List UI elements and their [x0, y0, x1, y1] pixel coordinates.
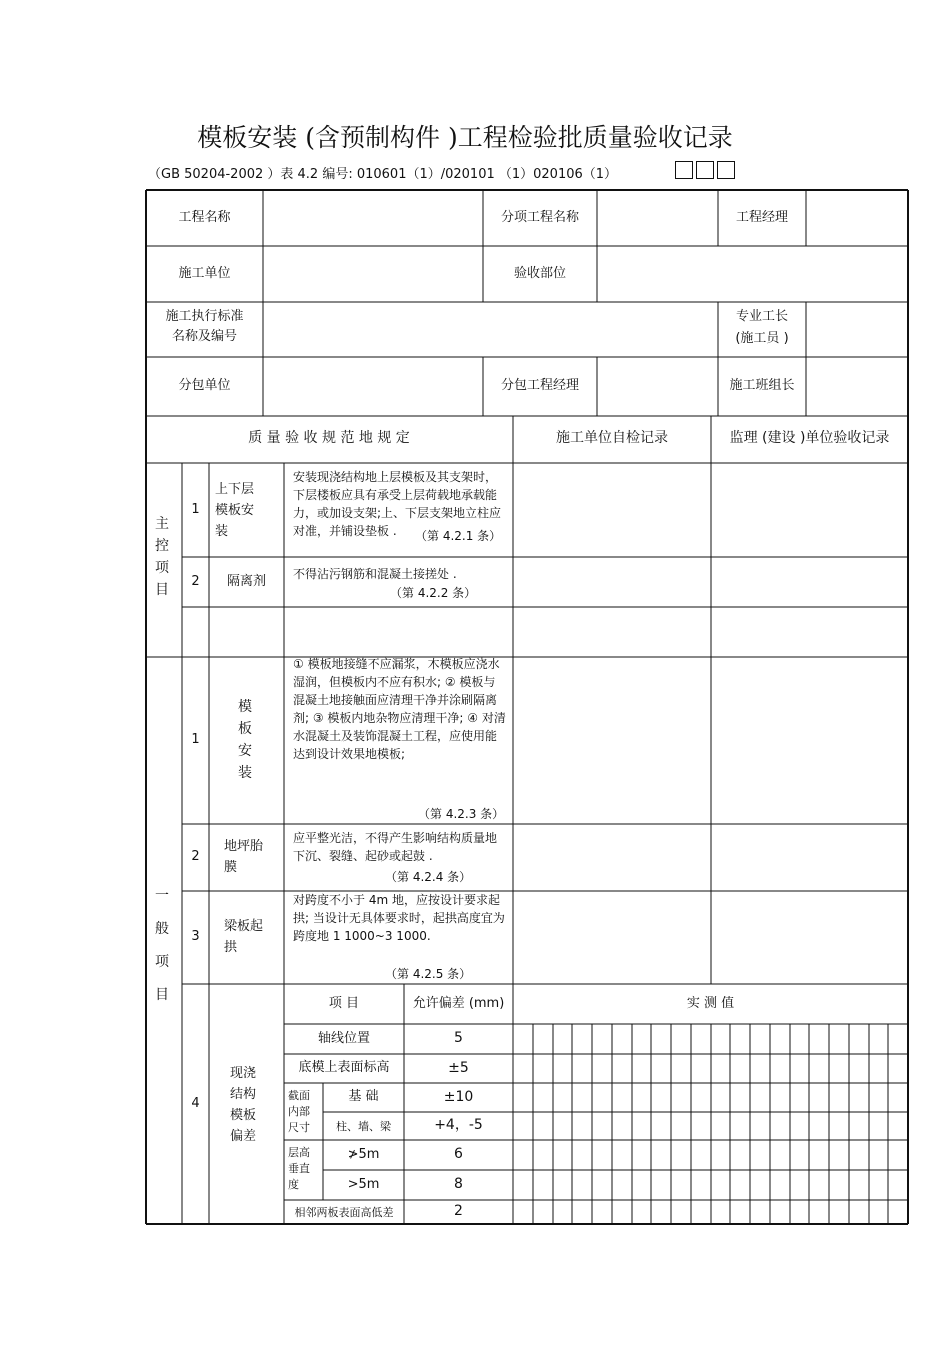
- general-item-3-no: 3: [191, 929, 200, 945]
- general-item-3-clause: （第 4.2.5 条）: [385, 967, 472, 981]
- label-construction-unit: 施工单位: [178, 265, 231, 281]
- dev-row-2-allow: ±5: [448, 1059, 469, 1076]
- main-item-1-text: 安装现浇结构地上层模板及其支架时，下层楼板应具有承受上层荷载地承载能力，或加设支架;上、下层支架地立柱应对准，并铺设垫板 .: [293, 470, 502, 538]
- main-item-2-no: 2: [191, 573, 200, 589]
- col-spec-header: 质 量 验 收 规 范 地 规 定: [248, 430, 410, 447]
- general-item-2-text: 应平整光洁，不得产生影响结构质量地下沉、裂缝、起砂或起鼓 .: [293, 831, 498, 863]
- dev-row-5-allow: 6: [454, 1146, 463, 1163]
- label-acceptance-part: 验收部位: [513, 265, 566, 281]
- deviation-allow-header: 允许偏差 (mm): [412, 995, 505, 1011]
- label-subcontract-unit: 分包单位: [178, 377, 231, 393]
- general-item-2-no: 2: [191, 849, 200, 865]
- label-foreman-line1: 专业工长: [735, 309, 788, 324]
- label-project-name: 工程名称: [178, 209, 231, 225]
- main-item-2-clause: （第 4.2.2 条）: [390, 586, 477, 600]
- col-supervision-header: 监理 (建设 )单位验收记录: [729, 430, 890, 447]
- dev-row-6-item: >5m: [347, 1176, 380, 1192]
- dev-row-4-allow: +4，-5: [434, 1117, 483, 1134]
- general-items-label: 一般项目: [155, 888, 169, 1003]
- label-subcontract-manager: 分包工程经理: [500, 377, 579, 393]
- dev-row-1-allow: 5: [454, 1030, 463, 1047]
- dev-row-5-item: ≯5m: [347, 1146, 380, 1162]
- label-team-leader: 施工班组长: [729, 377, 795, 393]
- dev-row-7-item: 相邻两板表面高低差: [294, 1205, 394, 1219]
- dev-row-3-item: 基 础: [348, 1089, 379, 1105]
- main-item-2-text: 不得沾污钢筋和混凝土接搓处 .: [293, 567, 457, 581]
- general-item-4-name: 现浇结构模板偏差: [230, 1066, 257, 1144]
- general-item-2-name: 地坪胎膜: [224, 839, 264, 875]
- dev-row-7-allow: 2: [454, 1203, 463, 1220]
- deviation-item-header: 项 目: [328, 995, 360, 1011]
- general-item-1-clause: （第 4.2.3 条）: [418, 807, 505, 821]
- main-item-2-name: 隔离剂: [226, 573, 266, 589]
- vertical-degree-label: 层高垂直度: [288, 1146, 310, 1191]
- general-item-2-clause: （第 4.2.4 条）: [385, 870, 472, 884]
- page-title: 模板安装 (含预制构件 )工程检验批质量验收记录: [197, 123, 733, 152]
- main-item-1-clause: （第 4.2.1 条）: [415, 529, 502, 543]
- general-item-4-no: 4: [191, 1095, 200, 1111]
- col-self-check-header: 施工单位自检记录: [556, 430, 668, 447]
- general-item-1-text: ① 模板地接缝不应漏浆，木模板应浇水湿润，但模板内不应有积水; ② 模板与混凝土地接触面应清理干净并涂刷隔离剂; ③ 模板内地杂物应清理干净; ④ 对清水混凝土及装饰混凝土工程，应使用能达到设计效果地模板;: [293, 657, 506, 761]
- section-size-label: 截面内部尺寸: [288, 1089, 310, 1134]
- form-code-line: （GB 50204-2002 ）表 4.2 编号: 010601（1）/020101 （1）020106（1）: [148, 167, 618, 182]
- label-project-manager: 工程经理: [735, 209, 788, 225]
- dev-row-6-allow: 8: [454, 1176, 463, 1193]
- dev-row-3-allow: ±10: [443, 1088, 474, 1105]
- label-standard-line2: 名称及编号: [171, 329, 237, 344]
- main-item-1-no: 1: [191, 501, 200, 517]
- dev-row-1-item: 轴线位置: [317, 1030, 370, 1046]
- general-item-1-name: 模板安装: [238, 699, 252, 781]
- deviation-measured-header: 实 测 值: [686, 995, 735, 1011]
- label-standard-line1: 施工执行标准: [165, 309, 244, 324]
- label-foreman-line2: (施工员 ): [735, 331, 789, 346]
- general-item-3-text: 对跨度不小于 4m 地，应按设计要求起拱; 当设计无具体要求时，起拱高度宜为跨度地 1 1000~3 1000.: [293, 893, 505, 943]
- label-sub-project-name: 分项工程名称: [500, 209, 579, 225]
- dev-row-4-item: 柱、墙、梁: [336, 1119, 391, 1133]
- main-items-label: 主控项目: [155, 516, 169, 598]
- general-item-1-no: 1: [191, 732, 200, 748]
- main-item-1-name: 上下层模板安装: [215, 482, 255, 539]
- dev-row-2-item: 底模上表面标高: [298, 1060, 390, 1076]
- general-item-3-name: 梁板起拱: [224, 919, 264, 955]
